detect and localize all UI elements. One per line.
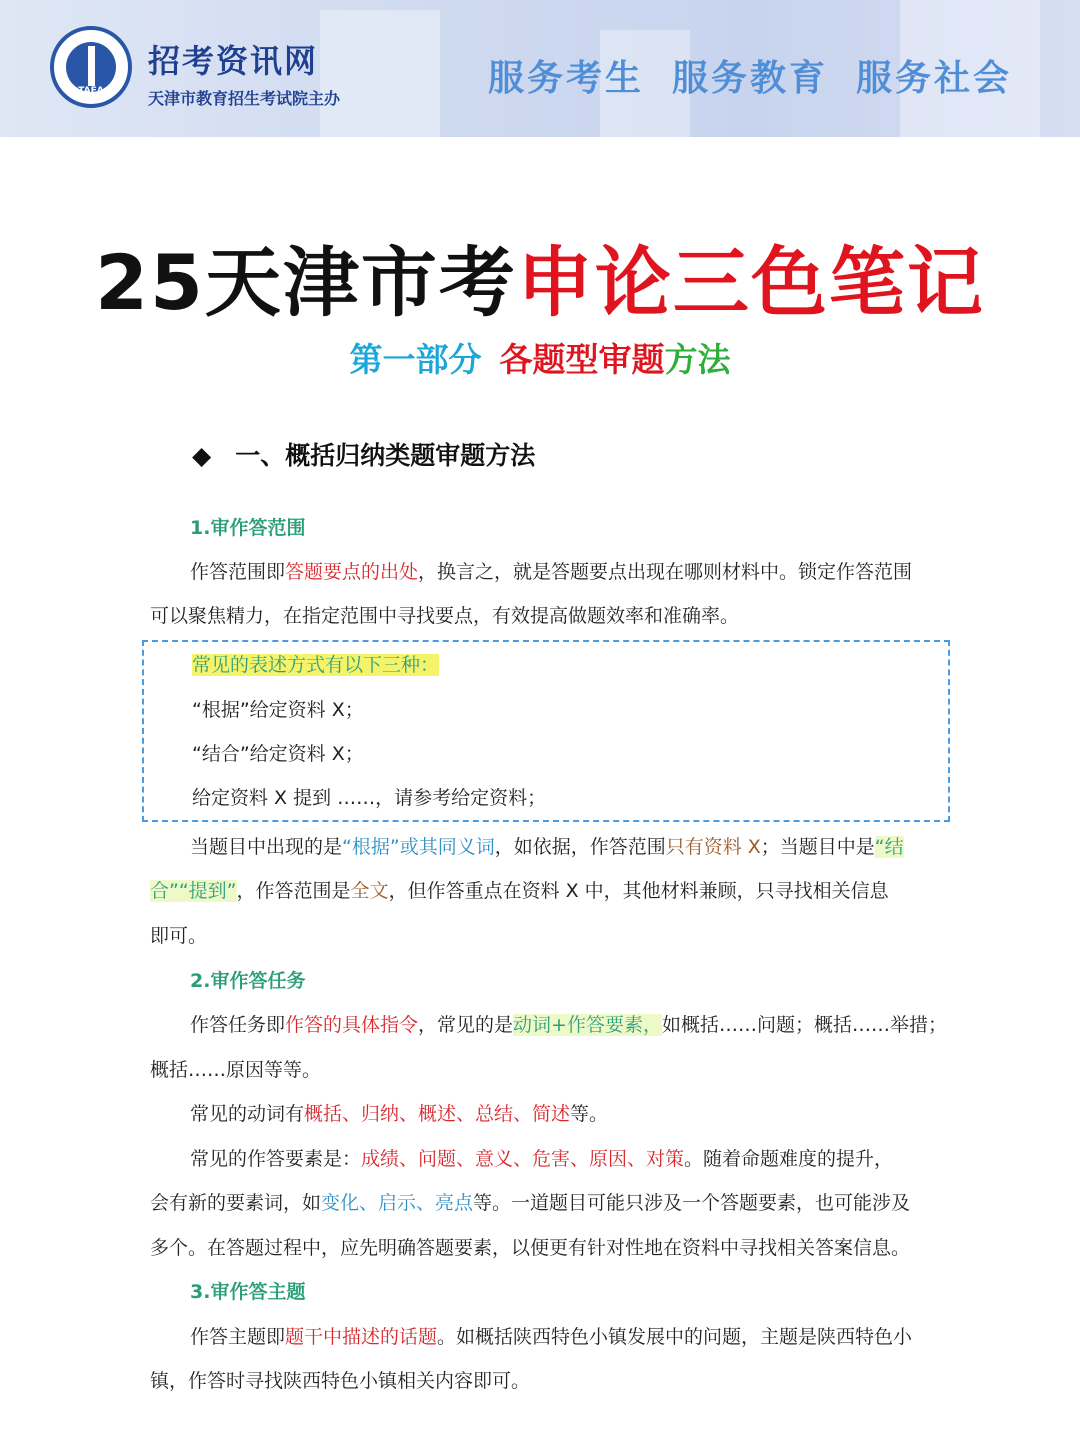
- paragraph-line: 即可。: [150, 925, 208, 947]
- page-subtitle: [0, 334, 1080, 381]
- text-span: ，常见的是: [418, 1014, 514, 1036]
- text-span: ，但作答重点在资料 X 中，其他材料兼顾，只寻找相关信息: [388, 880, 889, 902]
- paragraph-line: [190, 1323, 912, 1351]
- red-text-span: 作答的具体指令: [285, 1014, 419, 1036]
- site-subtitle: 天津市教育招生考试院主办: [148, 89, 341, 108]
- red-text-span: 题干中描述的话题: [285, 1326, 438, 1348]
- text-span: 作答任务即: [190, 1014, 286, 1036]
- box-item-3: 给定资料 X 提到 ……，请参考给定资料；: [192, 787, 547, 809]
- section-heading: [192, 436, 535, 472]
- banner-building-shape: [320, 10, 440, 137]
- paragraph-line: [190, 833, 904, 861]
- header-banner: [0, 0, 1080, 137]
- slogan-1: 服务考生: [488, 58, 645, 99]
- green-text-span: “结: [874, 836, 904, 858]
- red-text-span: 概括、归纳、概述、总结、简述: [304, 1103, 571, 1125]
- logo-abbr: TAEA: [78, 86, 104, 96]
- subtitle-red: 各题型审题: [499, 340, 665, 379]
- subtitle-green: 方法: [664, 340, 731, 379]
- text-span: 作答范围即: [190, 561, 286, 583]
- paragraph-line: [190, 1145, 893, 1173]
- paragraph-line: 镇，作答时寻找陕西特色小镇相关内容即可。: [150, 1370, 531, 1392]
- blue-text-span: “根据”或其同义词: [342, 836, 495, 858]
- subtitle-part: 第一部分: [349, 340, 482, 379]
- site-name: 招考资讯网: [148, 42, 319, 80]
- green-text-span: 动词+作答要素，: [513, 1014, 662, 1036]
- text-span: ；当题目中是: [760, 836, 875, 858]
- paragraph-line: [150, 1189, 910, 1217]
- paragraph-line: [190, 558, 912, 586]
- slogan-3: 服务社会: [856, 58, 1013, 99]
- subsection-2-heading: 2.审作答任务: [190, 970, 306, 992]
- slogans: [488, 50, 1040, 101]
- page-title: [0, 222, 1080, 331]
- green-text-span: 合”“提到”: [150, 880, 237, 902]
- text-span: 当题目中出现的是: [190, 836, 343, 858]
- text-span: ，如依据，作答范围: [494, 836, 666, 858]
- title-black: 25天津市考: [95, 238, 517, 327]
- text-span: 会有新的要素词，如: [150, 1192, 322, 1214]
- subsection-1-heading: 1.审作答范围: [190, 517, 306, 539]
- title-red: 申论三色笔记: [516, 238, 985, 327]
- text-span: ，换言之，就是答题要点出现在哪则材料中。锁定作答范围: [418, 561, 913, 583]
- paragraph-line: [190, 1011, 947, 1039]
- paragraph-line: [150, 877, 889, 905]
- slogan-2: 服务教育: [672, 58, 829, 99]
- text-span: 常见的作答要素是：: [190, 1148, 362, 1170]
- section-heading-text: 一、概括归纳类题审题方法: [235, 441, 536, 470]
- brown-text-span: 只有资料 X: [665, 836, 761, 858]
- text-span: 如概括……问题；概括……举措；: [661, 1014, 947, 1036]
- taea-logo-icon: [50, 26, 132, 108]
- paragraph-line: 概括……原因等等。: [150, 1059, 322, 1081]
- red-text-span: 答题要点的出处: [285, 561, 419, 583]
- text-span: 。如概括陕西特色小镇发展中的问题，主题是陕西特色小: [437, 1326, 913, 1348]
- box-item-2: “结合”给定资料 X；: [192, 743, 364, 765]
- highlighted-text: 常见的表述方式有以下三种：: [192, 654, 440, 676]
- diamond-bullet-icon: ◆: [192, 441, 212, 470]
- paragraph-line: 多个。在答题过程中，应先明确答题要素，以便更有针对性地在资料中寻找相关答案信息。: [150, 1237, 911, 1259]
- box-title: [192, 651, 439, 679]
- text-span: 常见的动词有: [190, 1103, 305, 1125]
- blue-text-span: 变化、启示、亮点: [321, 1192, 474, 1214]
- text-span: 。随着命题难度的提升，: [684, 1148, 894, 1170]
- subsection-3-heading: 3.审作答主题: [190, 1281, 306, 1303]
- paragraph-line: 可以聚焦精力，在指定范围中寻找要点，有效提高做题效率和准确率。: [150, 605, 740, 627]
- paragraph-line: [190, 1100, 608, 1128]
- text-span: 等。一道题目可能只涉及一个答题要素，也可能涉及: [473, 1192, 911, 1214]
- box-item-1: “根据”给定资料 X；: [192, 699, 364, 721]
- text-span: ，作答范围是: [236, 880, 351, 902]
- text-span: 等。: [570, 1103, 609, 1125]
- text-span: 作答主题即: [190, 1326, 286, 1348]
- brown-text-span: 全文: [350, 880, 389, 902]
- red-text-span: 成绩、问题、意义、危害、原因、对策: [361, 1148, 685, 1170]
